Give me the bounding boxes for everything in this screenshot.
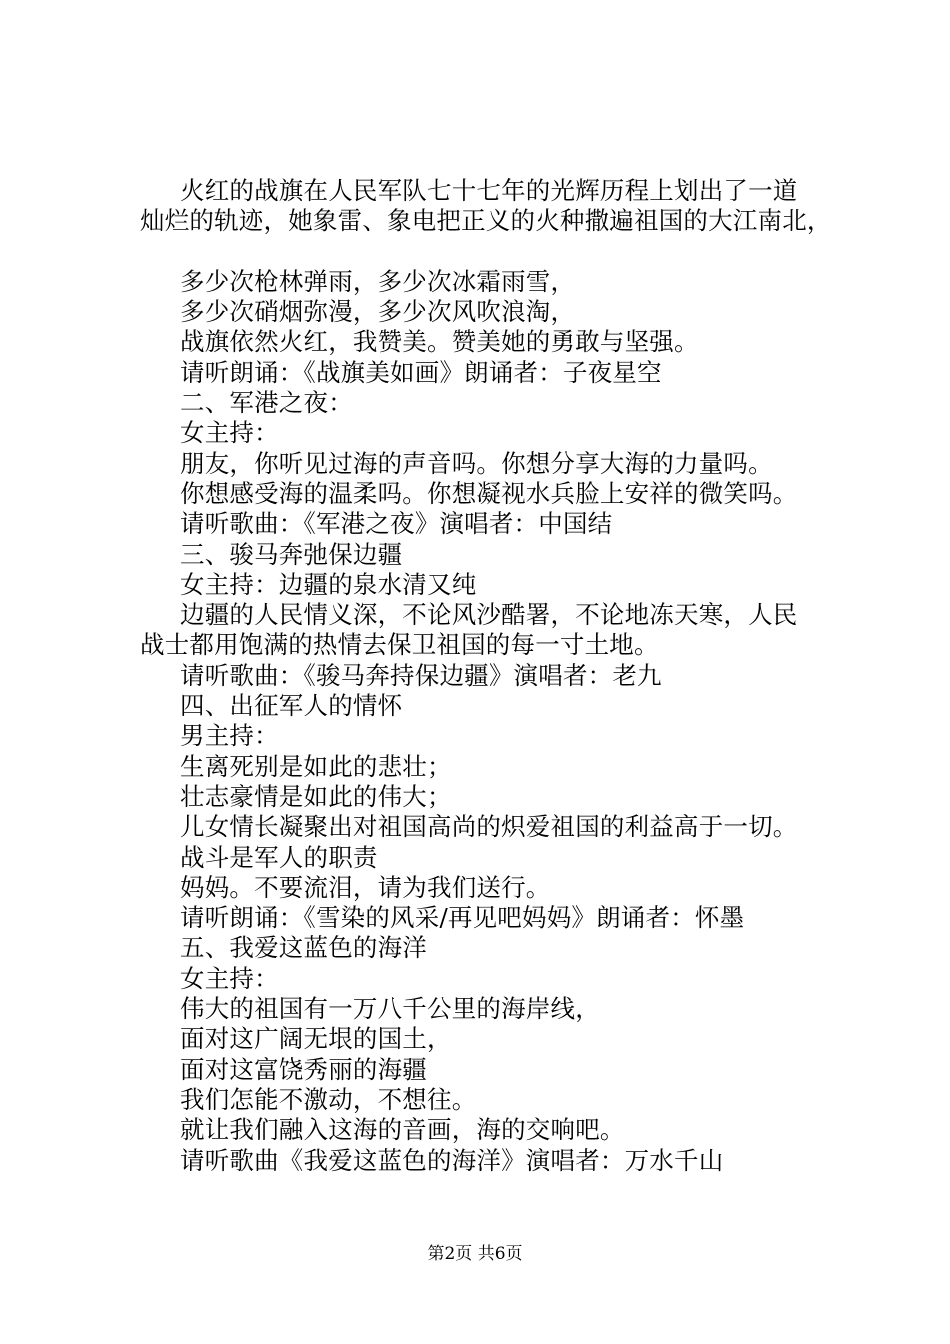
page-number-footer: 第2页 共6页 <box>427 1244 523 1264</box>
text-line: 面对这广阔无垠的国土， <box>180 1024 452 1054</box>
speaker-label: 女主持： <box>180 418 279 448</box>
text-line: 就让我们融入这海的音画，海的交响吧。 <box>180 1115 625 1145</box>
section-heading: 二、军港之夜： <box>180 388 353 418</box>
document-body <box>140 176 840 1176</box>
text-line: 壮志豪情是如此的伟大； <box>180 781 452 811</box>
text-line: 我们怎能不激动，不想往。 <box>180 1084 477 1114</box>
text-line: 妈妈。不要流泪，请为我们送行。 <box>180 872 551 902</box>
text-line: 请听歌曲《我爱这蓝色的海洋》演唱者：万水千山 <box>180 1145 724 1175</box>
section-heading: 四、出征军人的情怀 <box>180 691 403 721</box>
text-line: 请听朗诵：《雪染的风采/再见吧妈妈》朗诵者：怀墨 <box>180 903 745 933</box>
text-line: 多少次枪林弹雨，多少次冰霜雨雪， <box>180 266 576 296</box>
text-line: 请听朗诵：《战旗美如画》朗诵者：子夜星空 <box>180 357 662 387</box>
text-line: 伟大的祖国有一万八千公里的海岸线， <box>180 994 600 1024</box>
text-line: 战旗依然火红，我赞美。赞美她的勇敢与坚强。 <box>180 327 699 357</box>
paragraph-gap <box>140 237 840 267</box>
text-line: 请听歌曲：《骏马奔持保边疆》演唱者：老九 <box>180 660 662 690</box>
speaker-label: 女主持：边疆的泉水清又纯 <box>180 569 477 599</box>
paragraph-line: 灿烂的轨迹，她象雷、象电把正义的火种撒遍祖国的大江南北， <box>140 206 832 236</box>
text-line: 战斗是军人的职责 <box>180 842 378 872</box>
paragraph-line: 边疆的人民情义深，不论风沙酷署，不论地冻天寒，人民 <box>180 600 798 630</box>
text-line: 你想感受海的温柔吗。你想凝视水兵脸上安祥的微笑吗。 <box>180 478 798 508</box>
speaker-label: 男主持： <box>180 721 279 751</box>
section-heading: 五、我爱这蓝色的海洋 <box>180 933 427 963</box>
paragraph-line: 火红的战旗在人民军队七十七年的光辉历程上划出了一道 <box>180 176 798 205</box>
text-line: 朋友，你听见过海的声音吗。你想分享大海的力量吗。 <box>180 448 773 478</box>
speaker-label: 女主持： <box>180 963 279 993</box>
section-heading: 三、骏马奔弛保边疆 <box>180 539 403 569</box>
text-line: 生离死别是如此的悲壮； <box>180 751 452 781</box>
paragraph-line: 战士都用饱满的热情去保卫祖国的每一寸土地。 <box>140 630 659 660</box>
text-line: 儿女情长凝聚出对祖国高尚的炽爱祖国的利益高于一切。 <box>180 812 798 842</box>
text-line: 多少次硝烟弥漫，多少次风吹浪淘， <box>180 297 576 327</box>
text-line: 面对这富饶秀丽的海疆 <box>180 1054 427 1084</box>
text-line: 请听歌曲：《军港之夜》演唱者：中国结 <box>180 509 613 539</box>
